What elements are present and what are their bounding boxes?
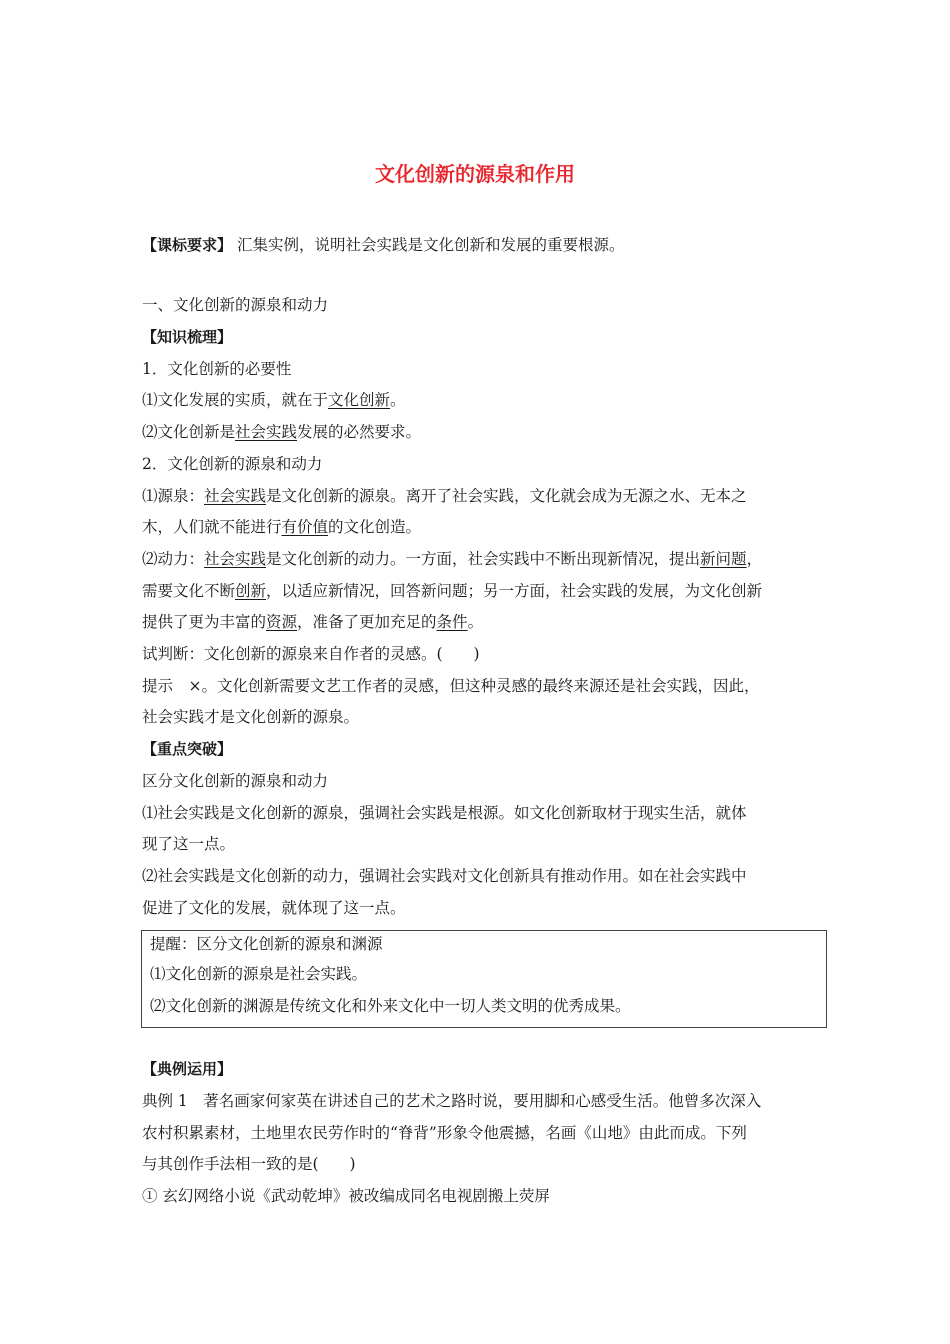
text: ⑴文化发展的实质，就在于 (142, 391, 329, 409)
text: 需要文化不断 (142, 582, 236, 600)
item1-title: 1．文化创新的必要性 (142, 360, 292, 378)
example-line1: 典例 1 著名画家何家英在讲述自己的艺术之路时说，要用脚和心感受生活。他曾多次深入 (142, 1092, 762, 1110)
text: 是文化创新的动力。一方面，社会实践中不断出现新情况，提出 (266, 550, 701, 568)
hint-line2: 社会实践才是文化创新的源泉。 (142, 708, 360, 726)
text: 提供了更为丰富的 (142, 613, 267, 631)
paragraph-4-line2 (142, 580, 822, 602)
key-points-label: 【重点突破】 (142, 740, 233, 758)
text: 发展的必然要求。 (297, 423, 422, 441)
answer-blank: 文化创新 (328, 391, 391, 409)
text: ， (746, 550, 763, 568)
reminder-line2: ⑵文化创新的渊源是传统文化和外来文化中一切人类文明的优秀成果。 (150, 997, 631, 1015)
text: 是文化创新的源泉。离开了社会实践，文化就会成为无源之水、无本之 (266, 487, 747, 505)
answer-blank: 社会实践 (204, 487, 267, 505)
text: 。 (467, 613, 484, 631)
key-points-subtitle: 区分文化创新的源泉和动力 (142, 772, 329, 790)
curriculum-requirement (142, 234, 822, 256)
text: ⑴源泉： (142, 487, 205, 505)
example-option-1: ① 玄幻网络小说《武动乾坤》被改编成同名电视剧搬上荧屏 (142, 1187, 550, 1205)
example-line2: 农村积累素材，土地里农民劳作时的“脊背”形象令他震撼，名画《山地》由此而成。下列 (142, 1124, 747, 1142)
text: ⑵文化创新是 (142, 423, 236, 441)
paragraph-3-line2 (142, 516, 822, 538)
text: ⑵动力： (142, 550, 205, 568)
requirement-label: 【课标要求】 (142, 236, 233, 254)
paragraph-4-line1 (142, 548, 822, 570)
answer-blank: 社会实践 (204, 550, 267, 568)
requirement-text: 汇集实例，说明社会实践是文化创新和发展的重要根源。 (236, 236, 625, 254)
text: 木，人们就不能进行 (142, 518, 282, 536)
answer-blank: 资源 (266, 613, 298, 631)
answer-blank: 新问题 (700, 550, 747, 568)
key-point-2-line1: ⑵社会实践是文化创新的动力，强调社会实践对文化创新具有推动作用。如在社会实践中 (142, 867, 747, 885)
key-point-1-line2: 现了这一点。 (142, 835, 236, 853)
paragraph-1 (142, 389, 822, 411)
reminder-box (141, 930, 827, 1028)
reminder-line1: ⑴文化创新的源泉是社会实践。 (150, 965, 368, 983)
text: 的文化创造。 (328, 518, 422, 536)
answer-blank: 有价值 (281, 518, 329, 536)
paragraph-4-line3 (142, 611, 822, 633)
text: 。 (390, 391, 406, 409)
key-point-2-line2: 促进了文化的发展，就体现了这一点。 (142, 899, 406, 917)
knowledge-label: 【知识梳理】 (142, 328, 233, 346)
paragraph-3-line1 (142, 485, 822, 507)
section-heading: 一、文化创新的源泉和动力 (142, 296, 329, 314)
hint-line1: 提示 ×。文化创新需要文艺工作者的灵感，但这种灵感的最终来源还是社会实践，因此， (142, 677, 760, 695)
answer-blank: 创新 (235, 582, 267, 600)
paragraph-2 (142, 421, 822, 443)
example-label: 【典例运用】 (142, 1060, 233, 1078)
example-line3: 与其创作手法相一致的是( ) (142, 1155, 356, 1173)
text: ，以适应新情况，回答新问题；另一方面，社会实践的发展，为文化创新 (266, 582, 763, 600)
reminder-title: 提醒：区分文化创新的源泉和渊源 (150, 935, 383, 953)
item2-title: 2．文化创新的源泉和动力 (142, 455, 323, 473)
text: ，准备了更加充足的 (297, 613, 437, 631)
key-point-1-line1: ⑴社会实践是文化创新的源泉，强调社会实践是根源。如文化创新取材于现实生活，就体 (142, 804, 747, 822)
answer-blank: 社会实践 (235, 423, 298, 441)
answer-blank: 条件 (436, 613, 468, 631)
page-title: 文化创新的源泉和作用 (375, 162, 575, 186)
judge-question: 试判断：文化创新的源泉来自作者的灵感。( ) (142, 645, 480, 663)
